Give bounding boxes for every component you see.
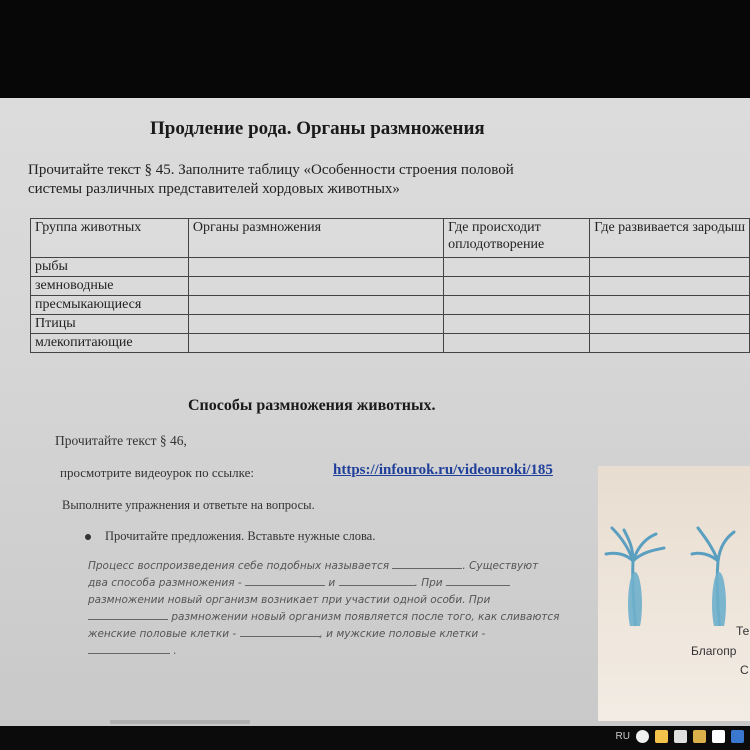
monitor-bezel-top [0, 0, 750, 98]
table-header-cell: Органы размножения [188, 219, 443, 258]
table-row [31, 258, 750, 277]
answer-blank[interactable] [240, 626, 320, 637]
language-indicator[interactable]: RU [615, 731, 630, 742]
illustration-caption: Благопр [691, 644, 737, 658]
taskbar-tray [616, 730, 744, 743]
fill-text: . Существуют [462, 560, 539, 572]
table-cell-empty[interactable] [188, 315, 443, 334]
table-row [31, 296, 750, 315]
bullet-text: Прочитайте предложения. Вставьте нужные слова. [105, 529, 376, 543]
answer-blank[interactable] [88, 609, 168, 620]
table-row [31, 315, 750, 334]
fill-line [88, 558, 598, 575]
table-cell-empty[interactable] [590, 277, 750, 296]
tray-app-icon[interactable] [655, 730, 668, 743]
table-cell-empty[interactable] [188, 258, 443, 277]
exercise-instruction: Выполните упражнения и ответьте на вопросы. [62, 498, 315, 512]
answer-blank[interactable] [392, 558, 462, 569]
fill-line [88, 626, 598, 643]
fill-text: женские половые клетки - [88, 628, 237, 640]
tray-app-icon[interactable] [712, 730, 725, 743]
reproductive-system-table [30, 218, 750, 353]
fill-in-exercise [88, 558, 598, 660]
fill-line [88, 643, 598, 660]
tray-app-icon[interactable] [674, 730, 687, 743]
answer-blank[interactable] [446, 575, 510, 586]
fill-text: размножении новый организм появляется после того, как сливаются [171, 611, 560, 623]
table-cell-group: млекопитающие [31, 334, 189, 353]
watch-instruction: просмотрите видеоурок по ссылке: [60, 465, 254, 480]
illustration-caption: С [740, 663, 749, 677]
page-title: Продление рода. Органы размножения [150, 118, 485, 139]
fill-text: , и мужские половые клетки - [319, 628, 486, 640]
taskbar [0, 726, 750, 750]
intro-paragraph [28, 161, 628, 199]
tray-app-icon[interactable] [693, 730, 706, 743]
fill-text: . [173, 645, 177, 657]
table-cell-empty[interactable] [444, 315, 590, 334]
table-cell-empty[interactable] [590, 258, 750, 277]
fill-line: размножении новый организм возникает при участии одной особи. При [88, 594, 491, 606]
hydra-illustration [598, 466, 750, 721]
fill-text: и [328, 577, 336, 589]
table-cell-empty[interactable] [444, 258, 590, 277]
document-page [0, 98, 750, 726]
answer-blank[interactable] [88, 643, 170, 654]
section-title: Способы размножения животных. [188, 397, 436, 414]
table-cell-group: рыбы [31, 258, 189, 277]
fill-text: . При [414, 577, 443, 589]
table-header-cell: Где происходит оплодотворение [444, 219, 590, 258]
intro-line-2: системы различных представителей хордовых животных» [28, 181, 400, 197]
cut-off-text [110, 720, 250, 724]
table-cell-group: Птицы [31, 315, 189, 334]
tray-app-icon[interactable] [731, 730, 744, 743]
table-cell-empty[interactable] [444, 334, 590, 353]
fill-text: два способа размножения - [88, 577, 242, 589]
table-cell-empty[interactable] [188, 277, 443, 296]
table-header-cell: Группа животных [31, 219, 189, 258]
table-cell-empty[interactable] [444, 277, 590, 296]
table-cell-empty[interactable] [188, 296, 443, 315]
table-cell-empty[interactable] [590, 296, 750, 315]
table-header-row [31, 219, 750, 258]
hydra-image [598, 466, 750, 626]
table-cell-empty[interactable] [590, 315, 750, 334]
video-lesson-link[interactable]: https://infourok.ru/videouroki/185 [333, 462, 553, 478]
table-cell-empty[interactable] [188, 334, 443, 353]
table-header-cell: Где развивается зародыш [590, 219, 750, 258]
answer-blank[interactable] [339, 575, 415, 586]
bullet-dot-icon [85, 534, 91, 540]
table-cell-empty[interactable] [590, 334, 750, 353]
intro-line-1: Прочитайте текст § 45. Заполните таблицу «Особенности строения половой [28, 162, 514, 178]
help-icon[interactable] [636, 730, 649, 743]
fill-line [88, 575, 598, 592]
table-cell-empty[interactable] [444, 296, 590, 315]
read-instruction: Прочитайте текст § 46, [55, 433, 187, 448]
table-row [31, 277, 750, 296]
illustration-caption: Те [736, 624, 750, 638]
fill-line [88, 609, 598, 626]
table-cell-group: пресмыкающиеся [31, 296, 189, 315]
fill-text: Процесс воспроизведения себе подобных называется [88, 560, 390, 572]
answer-blank[interactable] [245, 575, 325, 586]
table-row [31, 334, 750, 353]
table-cell-group: земноводные [31, 277, 189, 296]
bullet-item [85, 529, 375, 544]
